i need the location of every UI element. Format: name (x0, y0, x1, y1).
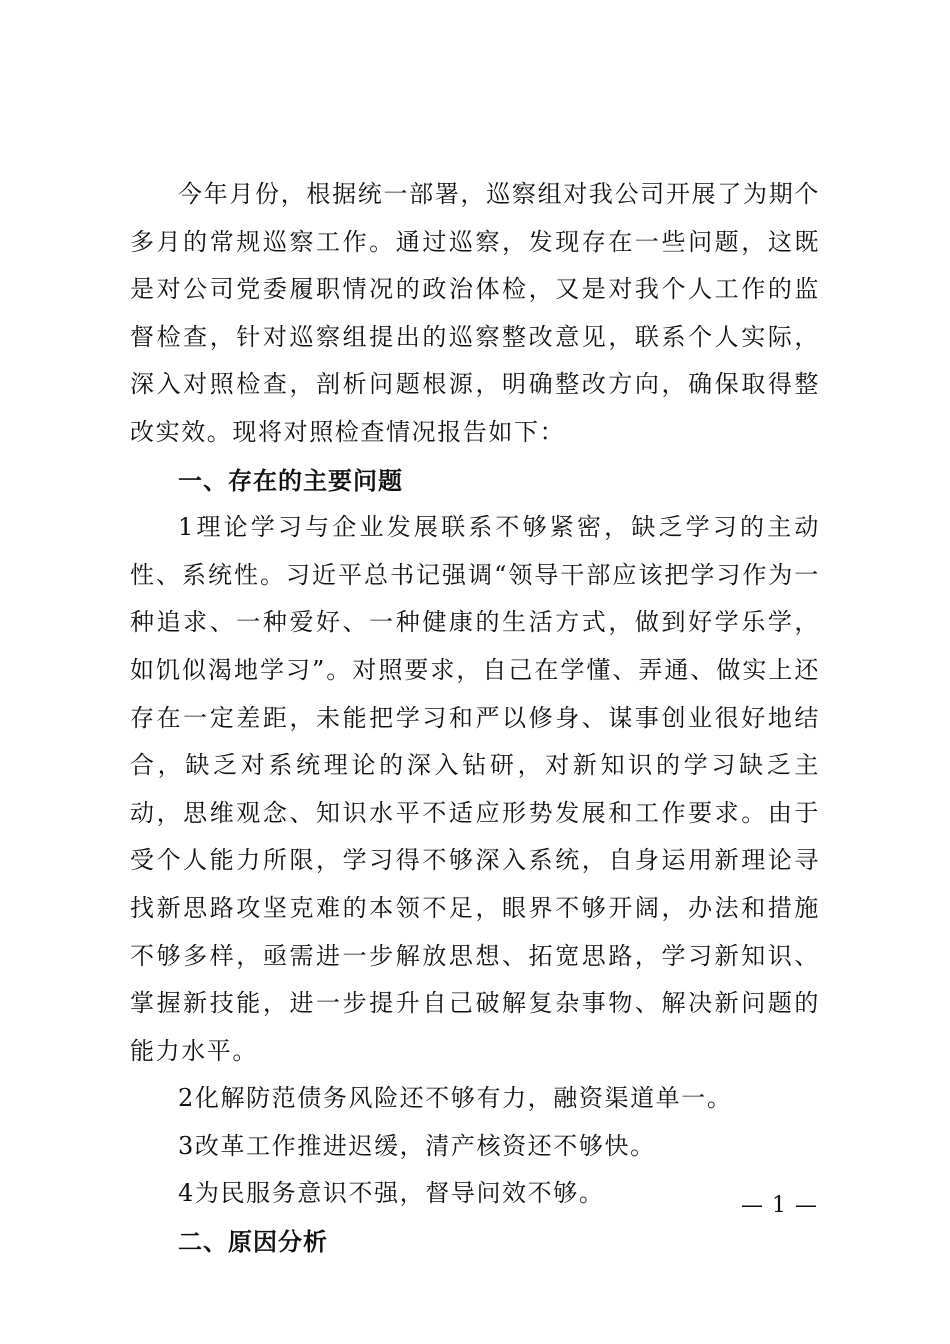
section-heading-causes: 二、原因分析 (178, 1227, 328, 1257)
section-heading-problems: 一、存在的主要问题 (178, 465, 403, 495)
page-number: — 1 — (741, 1193, 818, 1218)
problem-item-1: 1理论学习与企业发展联系不够紧密，缺乏学习的主动性、系统性。习近平总书记强调“领导干部应该把学习作为一种追求、一种爱好、一种健康的生活方式，做到好学乐学，如饥似渴地学习”。对照要求，自己在学懂、弄通、做实上还存在一定差距，未能把学习和严以修身、谋事创业很好地结合，缺乏对系统理论的深入钻研，对新知识的学习缺乏主动，思维观念、知识水平不适应形势发展和工作要求。由于受个人能力所限，学习得不够深入系统，自身运用新理论寻找新思路攻坚克难的本领不足，眼界不够开阔，办法和措施不够多样，亟需进一步解放思想、拓宽思路，学习新知识、掌握新技能，进一步提升自己破解复杂事物、解决新问题的能力水平。 (130, 513, 820, 1065)
intro-paragraph: 今年月份，根据统一部署，巡察组对我公司开展了为期个多月的常规巡察工作。通过巡察，发现存在一些问题，这既是对公司党委履职情况的政治体检，又是对我个人工作的监督检查，针对巡察组提出的巡察整改意见，联系个人实际，深入对照检查，剖析问题根源，明确整改方向，确保取得整改实效。现将对照检查情况报告如下： (130, 180, 820, 446)
problem-item-3: 3改革工作推进迟缓，清产核资还不够快。 (178, 1131, 656, 1160)
document-body (130, 171, 820, 1266)
problem-item-4: 4为民服务意识不强，督导问效不够。 (178, 1179, 605, 1208)
problem-item-2: 2化解防范债务风险还不够有力，融资渠道单一。 (178, 1084, 733, 1113)
